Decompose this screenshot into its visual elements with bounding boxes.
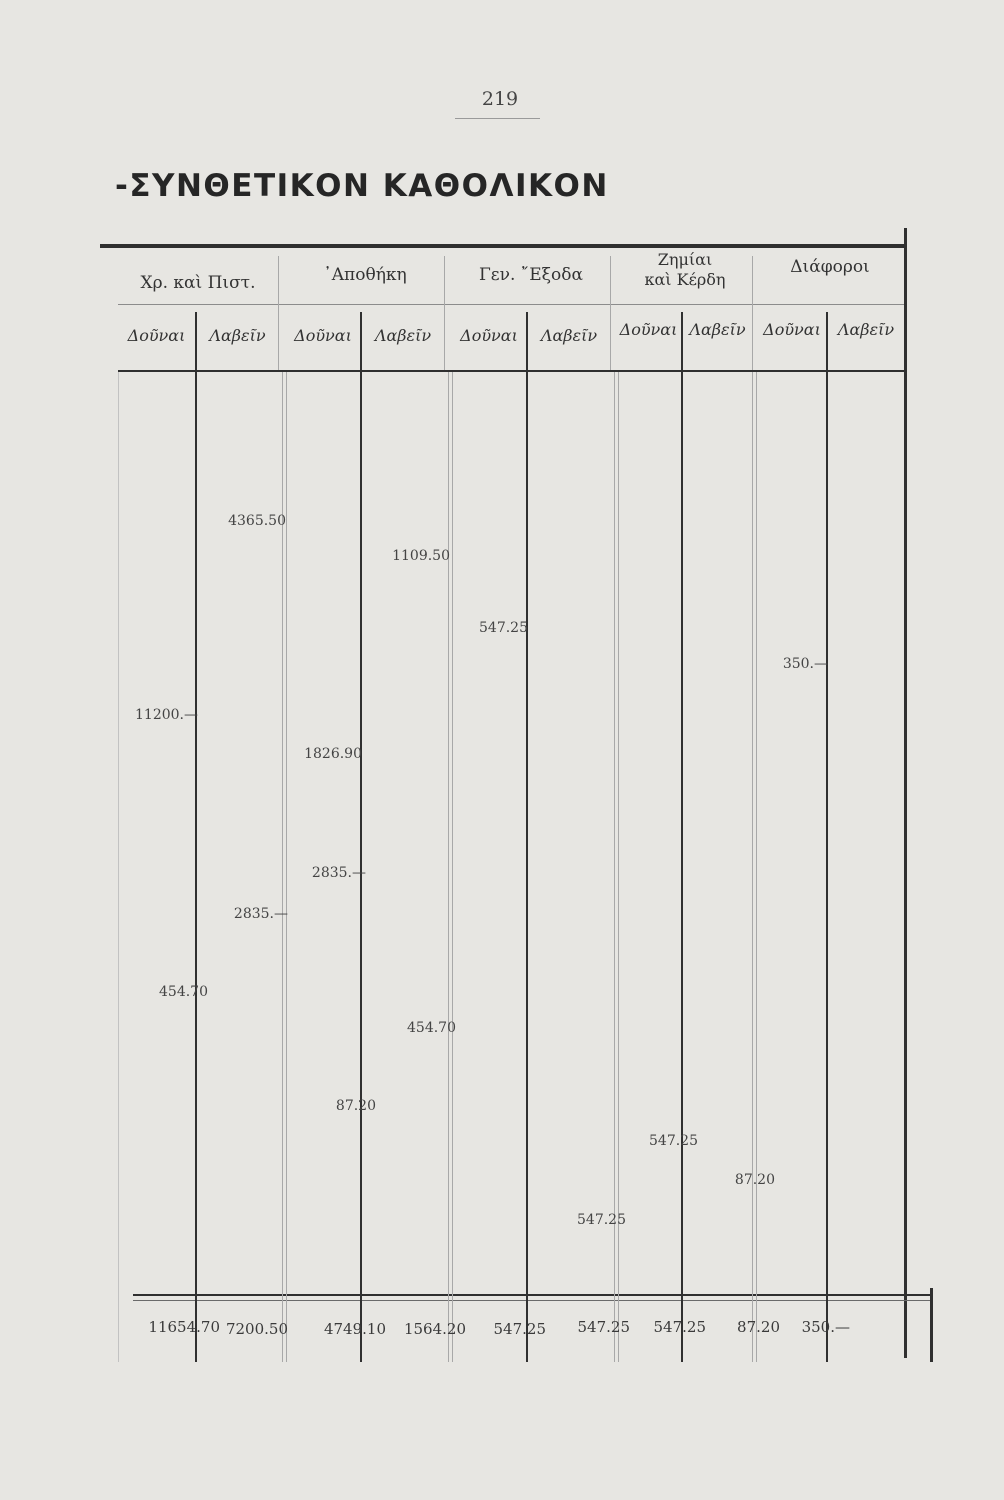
header-underline: [118, 370, 904, 372]
sub-header-credit: Λαβεῖν: [540, 326, 598, 345]
sub-header-debit: Δοῦναι: [619, 320, 678, 339]
total-cell: 547.25: [653, 1318, 706, 1336]
group-header-general-expenses: Γεν. ῎Εξοδα: [479, 265, 583, 285]
column-rule: [752, 372, 753, 1362]
group-header-profit-loss-line2: καὶ Κέρδη: [644, 270, 726, 289]
ledger-entry: 547.25: [479, 620, 528, 636]
total-cell: 350.—: [801, 1318, 850, 1336]
ledger-entry: 2835.—: [233, 906, 288, 922]
column-rule-heavy: [360, 312, 362, 1362]
ledger-entry: 547.25: [649, 1133, 698, 1149]
column-rule: [756, 372, 757, 1362]
column-rule: [118, 372, 119, 1362]
sub-header-debit: Δοῦναι: [460, 326, 518, 345]
totals-rule-lower: [133, 1300, 930, 1301]
sub-header-debit: Δοῦναι: [127, 326, 186, 345]
column-rule: [448, 372, 449, 1362]
total-cell: 1564.20: [403, 1320, 466, 1338]
table-top-rule: [100, 244, 907, 248]
header-separator: [752, 256, 753, 370]
header-separator: [444, 256, 445, 370]
group-header-underline: [118, 304, 904, 305]
sub-header-credit: Λαβεῖν: [209, 326, 266, 345]
total-cell: 87.20: [737, 1318, 780, 1336]
header-separator: [610, 256, 611, 370]
total-cell: 7200.50: [225, 1320, 288, 1338]
header-separator: [278, 256, 279, 370]
total-cell: 11654.70: [148, 1318, 220, 1336]
total-cell: 547.25: [577, 1318, 630, 1336]
ledger-entry: 2835.—: [311, 865, 366, 881]
total-cell: 4749.10: [323, 1320, 386, 1338]
ledger-entry: 87.20: [335, 1098, 376, 1114]
column-rule-heavy: [681, 312, 683, 1362]
ledger-entry: 1109.50: [392, 548, 450, 564]
column-rule-heavy: [526, 312, 528, 1362]
total-cell: 547.25: [493, 1320, 546, 1338]
table-right-rule: [904, 228, 907, 1358]
column-rule-heavy: [826, 312, 828, 1362]
ledger-entry: 350.—: [782, 656, 828, 672]
group-header-sundry: Διάφοροι: [790, 257, 870, 277]
ledger-entry: 11200.—: [135, 707, 198, 723]
sub-header-debit: Δοῦναι: [294, 326, 352, 345]
ledger-entry: 1826.90: [304, 746, 362, 762]
totals-rule: [133, 1294, 930, 1296]
sub-header-credit: Λαβεῖν: [374, 326, 432, 345]
group-header-accounts: Χρ. καὶ Πιστ.: [140, 273, 256, 293]
sub-header-credit: Λαβεῖν: [837, 320, 895, 339]
ledger-entry: 87.20: [734, 1172, 775, 1188]
group-header-profit-loss-line1: Ζημίαι: [657, 250, 713, 269]
group-header-warehouse: ᾽Αποθήκη: [323, 265, 407, 285]
page-number-rule: [455, 118, 540, 119]
table-outer-right-rule: [930, 1288, 933, 1362]
column-rule: [452, 372, 453, 1362]
ledger-entry: 454.70: [407, 1020, 456, 1036]
sub-header-debit: Δοῦναι: [763, 320, 821, 339]
ledger-entry: 4365.50: [228, 513, 286, 529]
page-number: 219: [481, 88, 519, 110]
page-title: -ΣΥΝΘΕΤΙΚΟΝ ΚΑΘΟΛΙΚΟΝ: [115, 168, 609, 204]
ledger-entry: 454.70: [159, 984, 208, 1000]
ledger-entry: 547.25: [577, 1212, 626, 1228]
column-rule-heavy: [195, 312, 197, 1362]
sub-header-credit: Λαβεῖν: [689, 320, 746, 339]
